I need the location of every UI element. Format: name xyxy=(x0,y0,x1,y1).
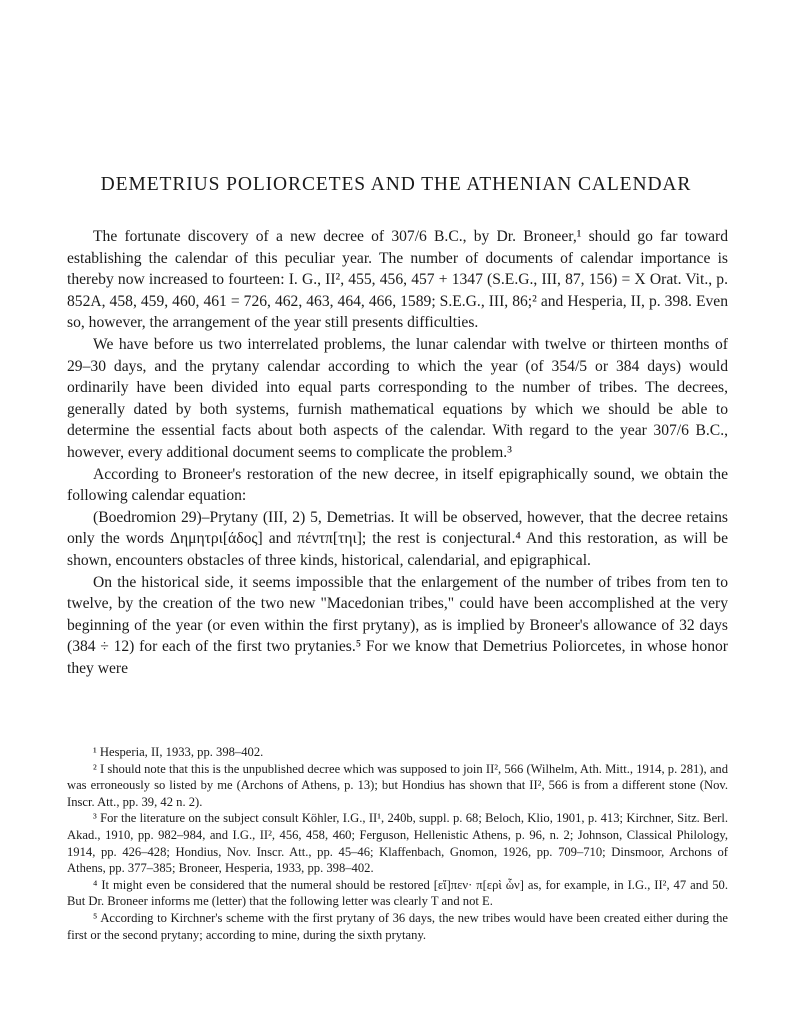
paragraph: On the historical side, it seems impossible that the enlargement of the number of tribes from ten to twelve, by the creation of the two new "Macedonian tribes," could have been accomplished at the very beginning of the year (or even within the first prytany), as is implied by Broneer's allowance of 32 days (384 ÷ 12) for each of the first two prytanies.⁵ For we know that Demetrius Poliorcetes, in whose honor they were xyxy=(67,573,728,677)
footnote: ³ For the literature on the subject consult Köhler, I.G., II¹, 240b, suppl. p. 68; Beloch, Klio, 1901, p. 413; Kirchner, Sitz. Berl. Akad., 1910, pp. 982–984, and I.G., II², 456, 458, 460; Ferguson, Hellenistic Athens, p. 96, n. 2; Johnson, Classical Philology, 1914, pp. 426–428; Hondius, Nov. Inscr. Att., pp. 45–46; Klaffenbach, Gnomon, 1926, pp. 709–710; Dinsmoor, Archons of Athens, pp. 377–385; Broneer, Hesperia, 1933, pp. 398–402. xyxy=(67,811,728,876)
paragraph: We have before us two interrelated problems, the lunar calendar with twelve or thirteen months of 29–30 days, and the prytany calendar according to which the year (of 354/5 or 384 days) would ordinarily have been divided into equal parts corresponding to the number of tribes. The decrees, generally dated by both systems, furnish mathematical equations by which we should be able to determine the essential facts about both aspects of the calendar. With regard to the year 307/6 B.C., however, every additional document seems to complicate the problem.³ xyxy=(67,335,728,461)
footnotes xyxy=(67,744,728,943)
paragraph: (Boedromion 29)–Prytany (III, 2) 5, Demetrias. It will be observed, however, that the decree retains only the words Δημητρι[άδος] and πέντπ[τηι]; the rest is conjectural.⁴ And this restoration, as will be shown, encounters obstacles of three kinds, historical, calendarial, and epigraphical. xyxy=(67,508,728,569)
footnote: ⁵ According to Kirchner's scheme with the first prytany of 36 days, the new tribes would have been created either during the first or the second prytany; according to mine, during the sixth prytany. xyxy=(67,910,728,942)
paragraph: According to Broneer's restoration of the new decree, in itself epigraphically sound, we obtain the following calendar equation: xyxy=(67,465,728,505)
footnote: ² I should note that this is the unpublished decree which was supposed to join II², 566 (Wilhelm, Ath. Mitt., 1914, p. 281), and was erroneously so listed by me (Archons of Athens, p. 13); but Hondius has shown that II², 566 is from a different stone (Nov. Inscr. Att., pp. 39, 42 n. 2). xyxy=(67,761,728,809)
page-title: DEMETRIUS POLIORCETES AND THE ATHENIAN CALENDAR xyxy=(100,174,692,195)
body-text xyxy=(67,226,728,679)
paragraph: The fortunate discovery of a new decree of 307/6 B.C., by Dr. Broneer,¹ should go far toward establishing the calendar of this peculiar year. The number of documents of calendar importance is thereby now increased to fourteen: I. G., II², 455, 456, 457 + 1347 (S.E.G., III, 87, 156) = X Orat. Vit., p. 852A, 458, 459, 460, 461 = 726, 462, 463, 464, 466, 1589; S.E.G., III, 86;² and Hesperia, II, p. 398. Even so, however, the arrangement of the year still presents difficulties. xyxy=(67,228,728,332)
footnote: ¹ Hesperia, II, 1933, pp. 398–402. xyxy=(93,745,264,759)
footnote: ⁴ It might even be considered that the numeral should be restored [εἴ]πεν· π[ερὶ ὧν] as, for example, in I.G., II², 47 and 50. But Dr. Broneer informs me (letter) that the following letter was clearly T and not E. xyxy=(67,877,728,909)
